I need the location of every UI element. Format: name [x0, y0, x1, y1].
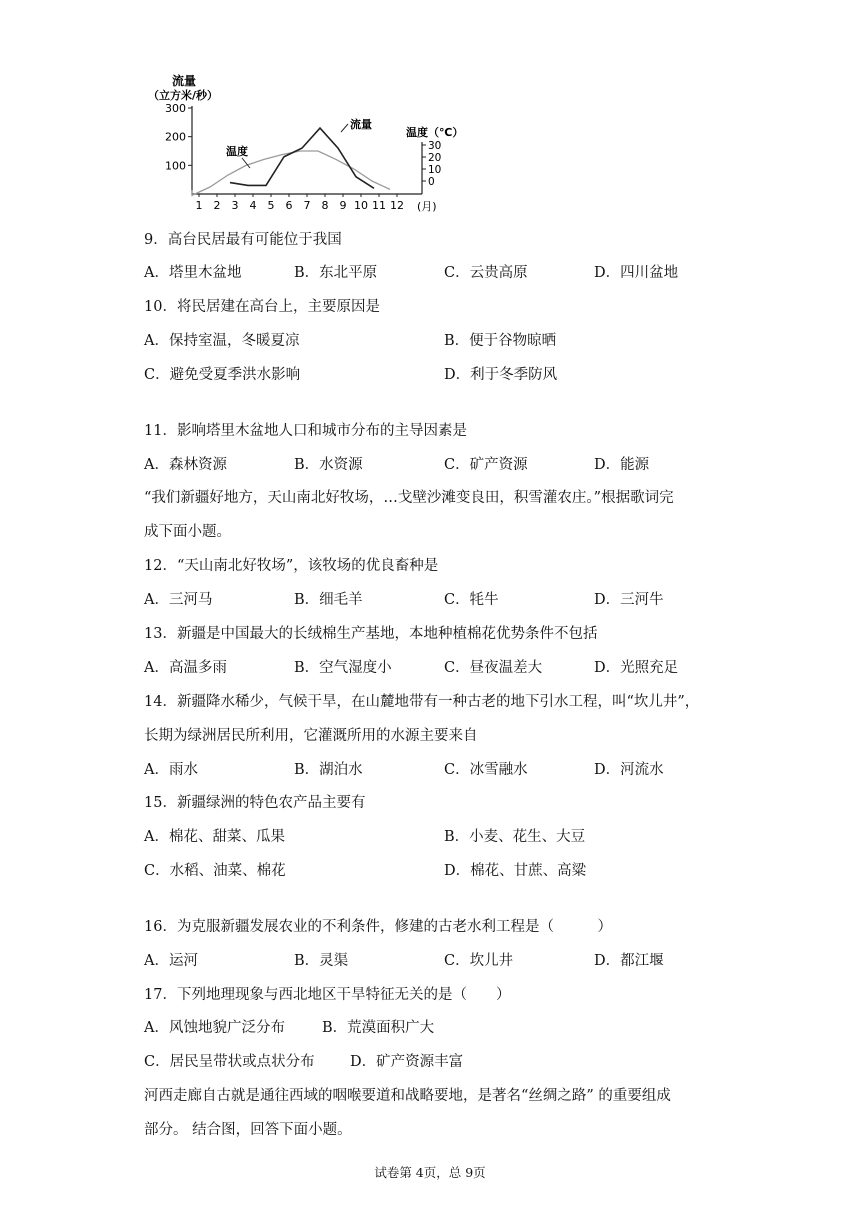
q11-option-a[interactable]: A．森林资源	[144, 457, 227, 473]
y-right-tick-label: 0	[428, 176, 435, 188]
y-right-tick-label: 20	[428, 152, 442, 164]
q11-option-c[interactable]: C．矿产资源	[444, 457, 528, 473]
q15-option-c[interactable]: C．水稻、油菜、棉花	[144, 863, 286, 879]
temp-label: 温度	[226, 145, 248, 158]
q12-option-a[interactable]: A．三河马	[144, 592, 213, 608]
y-left-label: 流量	[172, 74, 197, 88]
question-9-stem: 9．高台民居最有可能位于我国	[144, 232, 342, 248]
y-left-unit: （立方米/秒）	[148, 89, 219, 102]
y-right-tick-label: 10	[428, 164, 442, 176]
q14-option-a[interactable]: A．雨水	[144, 762, 198, 778]
flow-temperature-chart	[148, 72, 464, 213]
q16-option-a[interactable]: A．运河	[144, 953, 198, 969]
q13-option-d[interactable]: D．光照充足	[594, 660, 679, 676]
q9-option-b[interactable]: B．东北平原	[294, 265, 378, 281]
x-tick-label: 11	[372, 199, 386, 212]
q17-option-a[interactable]: A．风蚀地貌广泛分布	[144, 1020, 285, 1036]
x-tick-label: 9	[339, 199, 347, 212]
q11-option-b[interactable]: B．水资源	[294, 457, 363, 473]
x-tick-label: 5	[267, 199, 275, 212]
q13-option-b[interactable]: B．空气湿度小	[294, 660, 392, 676]
q9-option-d[interactable]: D．四川盆地	[594, 265, 679, 281]
x-tick-label: 1	[195, 199, 203, 212]
y-right-tick-label: 30	[428, 140, 442, 152]
q11-option-d[interactable]: D．能源	[594, 457, 650, 473]
q17-option-b[interactable]: B．荒漠面积广大	[322, 1020, 435, 1036]
q15-option-d[interactable]: D．棉花、甘蔗、高粱	[444, 863, 587, 879]
q15-option-b[interactable]: B．小麦、花生、大豆	[444, 829, 586, 845]
x-tick-label: 8	[321, 199, 329, 212]
y-right-label: 温度（℃）	[406, 126, 464, 139]
question-13-stem: 13．新疆是中国最大的长绒棉生产基地，本地种植棉花优势条件不包括	[144, 626, 598, 642]
q16-option-d[interactable]: D．都江堰	[594, 953, 664, 969]
question-14-stem-2: 长期为绿洲居民所利用，它灌溉所用的水源主要来自	[144, 728, 478, 744]
passage-2-line-2: 部分。 结合图，回答下面小题。	[144, 1122, 352, 1138]
question-11-stem: 11．影响塔里木盆地人口和城市分布的主导因素是	[144, 423, 467, 439]
q14-option-c[interactable]: C．冰雪融水	[444, 762, 528, 778]
q14-option-b[interactable]: B．湖泊水	[294, 762, 363, 778]
q10-option-a[interactable]: A．保持室温，冬暖夏凉	[144, 333, 300, 349]
q9-option-c[interactable]: C．云贵高原	[444, 265, 528, 281]
flow-label-pointer	[341, 124, 348, 132]
q13-option-a[interactable]: A．高温多雨	[144, 660, 227, 676]
question-15-stem: 15．新疆绿洲的特色农产品主要有	[144, 795, 366, 811]
q16-option-c[interactable]: C．坎儿井	[444, 953, 514, 969]
q14-option-d[interactable]: D．河流水	[594, 762, 664, 778]
x-tick-label: 3	[231, 199, 239, 212]
x-tick-label: 4	[249, 199, 257, 212]
q13-option-c[interactable]: C．昼夜温差大	[444, 660, 543, 676]
q12-option-b[interactable]: B．细毛羊	[294, 592, 363, 608]
q10-option-b[interactable]: B．便于谷物晾晒	[444, 333, 557, 349]
question-12-stem: 12．“天山南北好牧场”，该牧场的优良畜种是	[144, 558, 439, 574]
question-14-stem: 14．新疆降水稀少，气候干旱，在山麓地带有一种古老的地下引水工程，叫“坎儿井”，	[144, 694, 700, 710]
x-tick-label: 7	[303, 199, 311, 212]
x-tick-label: 10	[354, 199, 368, 212]
passage-1-line-2: 成下面小题。	[144, 524, 231, 540]
q12-option-d[interactable]: D．三河牛	[594, 592, 664, 608]
question-16-stem: 16．为克服新疆发展农业的不利条件，修建的古老水利工程是（ ）	[144, 919, 612, 935]
question-10-stem: 10．将民居建在高台上，主要原因是	[144, 299, 380, 315]
y-left-tick-label: 300	[165, 102, 186, 115]
y-left-tick-label: 100	[165, 159, 186, 173]
q17-option-c[interactable]: C．居民呈带状或点状分布	[144, 1054, 315, 1070]
q12-option-c[interactable]: C．牦牛	[444, 592, 499, 608]
flow-series-line	[230, 128, 374, 188]
q9-option-a[interactable]: A．塔里木盆地	[144, 265, 242, 281]
q15-option-a[interactable]: A．棉花、甜菜、瓜果	[144, 829, 285, 845]
q16-option-b[interactable]: B．灵渠	[294, 953, 349, 969]
temperature-series-line	[192, 151, 390, 195]
q10-option-c[interactable]: C．避免受夏季洪水影响	[144, 367, 301, 383]
x-tick-label: 6	[285, 199, 293, 212]
y-left-tick-label: 200	[165, 130, 186, 144]
x-unit-label: (月)	[417, 200, 437, 213]
passage-1-line-1: “我们新疆好地方，天山南北好牧场，…戈壁沙滩变良田，积雪灌农庄。”根据歌词完	[144, 490, 674, 506]
page-footer: 试卷第 4页，总 9页	[374, 1165, 486, 1180]
flow-label: 流量	[350, 118, 372, 131]
x-tick-label: 2	[213, 199, 221, 212]
q10-option-d[interactable]: D．利于冬季防风	[444, 367, 558, 383]
q17-option-d[interactable]: D．矿产资源丰富	[350, 1054, 464, 1070]
x-tick-label: 12	[390, 199, 404, 212]
passage-2-line-1: 河西走廊自古就是通往西域的咽喉要道和战略要地，是著名“丝绸之路” 的重要组成	[144, 1088, 671, 1104]
question-17-stem: 17．下列地理现象与西北地区干旱特征无关的是（ ）	[144, 987, 511, 1003]
